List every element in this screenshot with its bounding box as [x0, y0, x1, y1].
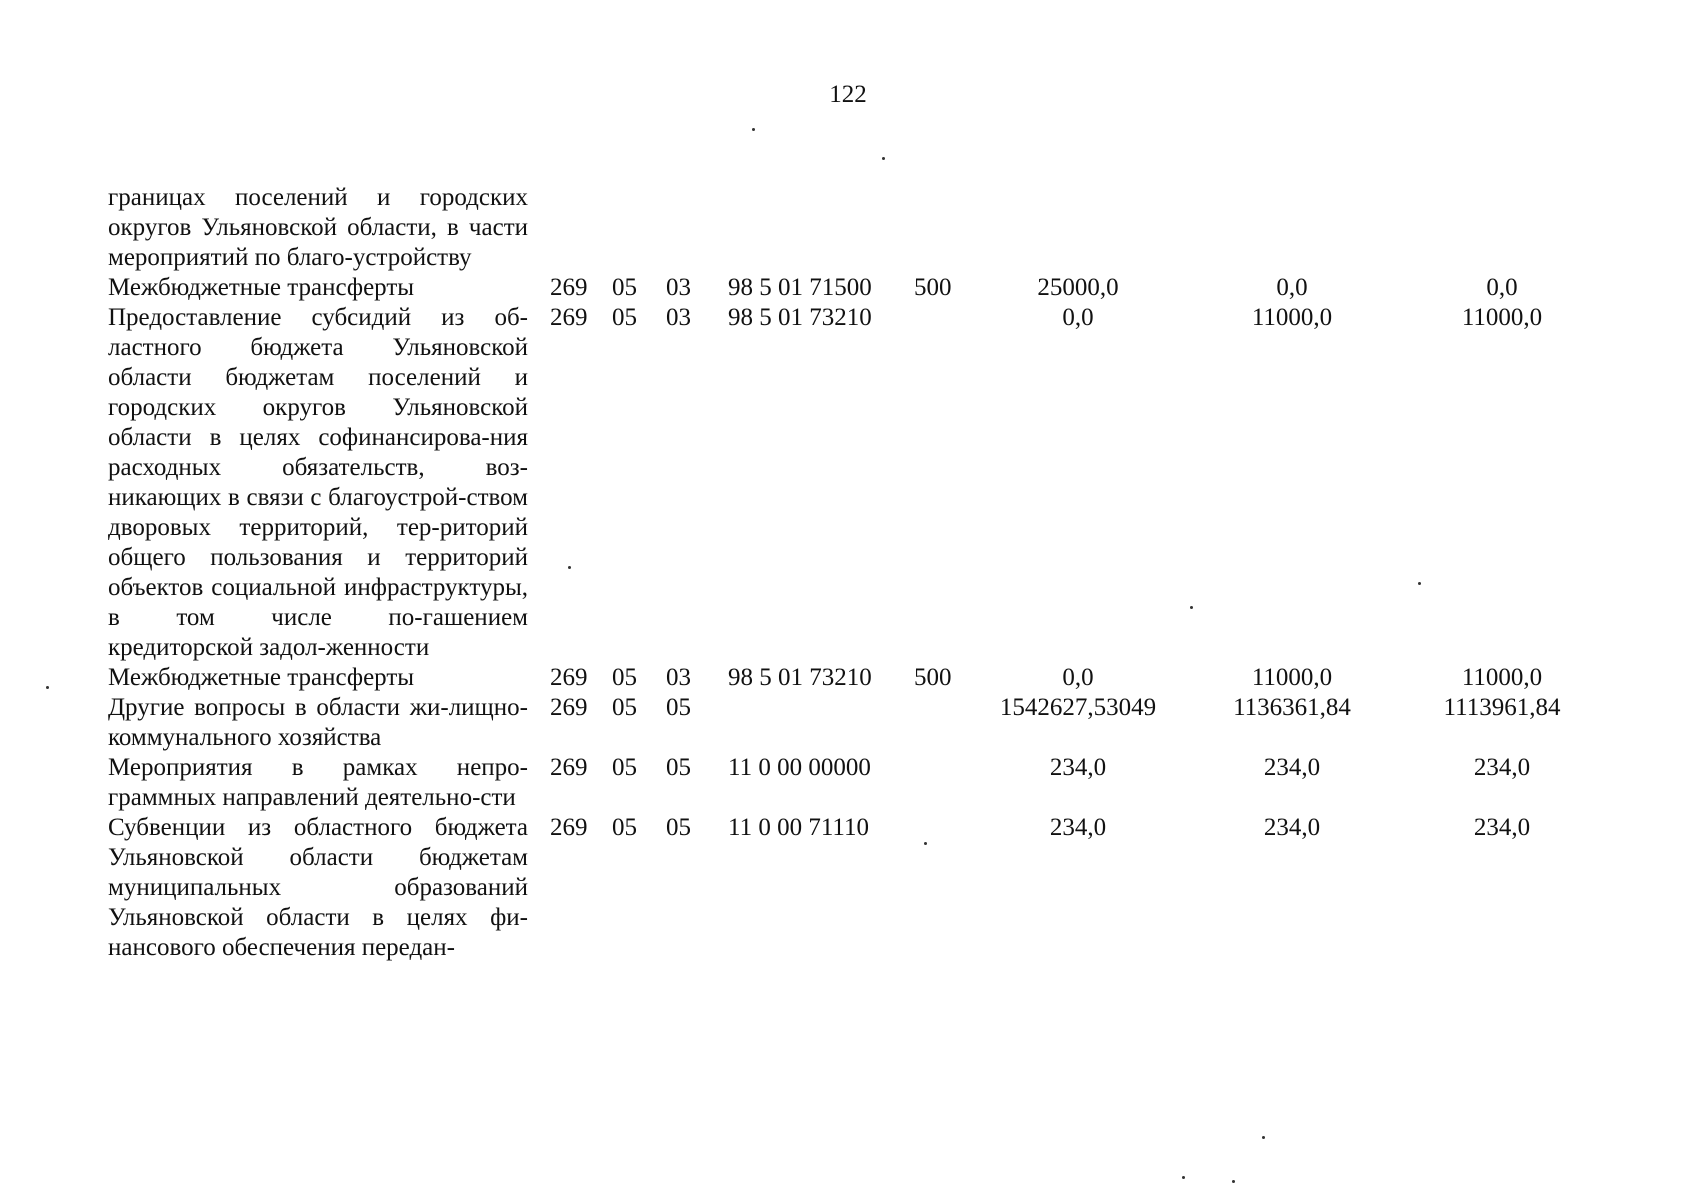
vedomstvo-code: 269	[550, 754, 588, 781]
vr-code: 500	[914, 664, 952, 691]
table-row	[108, 693, 1561, 753]
budget-table	[108, 183, 1561, 963]
amount-year-2: 11000,0	[1251, 664, 1333, 691]
amount-year-1: 234,0	[1049, 814, 1107, 841]
razdel-code: 05	[612, 694, 637, 721]
row-description: границах поселений и городских округов Ульяновской области, в части мероприятий по благо-устройству	[108, 184, 528, 271]
vedomstvo-code: 269	[550, 664, 588, 691]
amount-year-1: 0,0	[1062, 304, 1094, 331]
row-description: Межбюджетные трансферты	[108, 664, 415, 691]
page-number: 122	[829, 81, 867, 108]
razdel-code: 05	[612, 274, 637, 301]
scan-speck	[1262, 1136, 1265, 1139]
amount-year-3: 11000,0	[1461, 304, 1543, 331]
amount-year-1: 234,0	[1049, 754, 1107, 781]
podrazdel-code: 05	[666, 754, 691, 781]
csr-code: 11 0 00 00000	[728, 754, 871, 781]
vedomstvo-code: 269	[550, 304, 588, 331]
amount-year-2: 234,0	[1263, 754, 1321, 781]
table-row	[108, 663, 1543, 693]
podrazdel-code: 03	[666, 664, 691, 691]
table-row	[108, 273, 1518, 303]
csr-code: 11 0 00 71110	[728, 814, 869, 841]
amount-year-3: 234,0	[1473, 814, 1531, 841]
scan-speck	[1190, 606, 1193, 609]
razdel-code: 05	[612, 664, 637, 691]
row-description: Межбюджетные трансферты	[108, 274, 415, 301]
podrazdel-code: 03	[666, 304, 691, 331]
row-description: Субвенции из областного бюджета Ульяновской области бюджетам муниципальных образований Ульяновской области в целях фи-нансового обеспечения передан-	[108, 814, 528, 961]
scan-speck	[752, 128, 755, 131]
scan-speck	[1232, 1180, 1235, 1183]
vr-code: 500	[914, 274, 952, 301]
amount-year-2: 234,0	[1263, 814, 1321, 841]
row-description: Другие вопросы в области жи-лищно-коммунального хозяйства	[108, 694, 528, 751]
amount-year-1: 25000,0	[1037, 274, 1119, 301]
razdel-code: 05	[612, 304, 637, 331]
scan-speck	[882, 157, 885, 160]
table-row	[108, 303, 1543, 663]
amount-year-2: 1136361,84	[1233, 694, 1351, 721]
scan-speck	[1418, 582, 1421, 585]
scan-speck	[568, 566, 571, 569]
csr-code: 98 5 01 73210	[728, 664, 872, 691]
table-row	[108, 753, 1531, 813]
scan-speck	[1182, 1176, 1185, 1179]
amount-year-3: 0,0	[1486, 274, 1518, 301]
table-row	[108, 813, 1531, 963]
row-description: Предоставление субсидий из об-ластного бюджета Ульяновской области бюджетам поселений и городских округов Ульяновской области в целях софинансирова-ния расходных обязательств, воз-никающих в связи с благоустрой-ством дворовых территорий, тер-риторий общего пользования и территорий объектов социальной инфраструктуры, в том числе по-гашением кредиторской задол-женности	[108, 304, 528, 661]
amount-year-3: 11000,0	[1461, 664, 1543, 691]
vedomstvo-code: 269	[550, 814, 588, 841]
podrazdel-code: 05	[666, 694, 691, 721]
amount-year-2: 0,0	[1276, 274, 1308, 301]
scan-speck	[46, 686, 49, 689]
amount-year-1: 1542627,53049	[999, 694, 1157, 721]
csr-code: 98 5 01 71500	[728, 274, 872, 301]
podrazdel-code: 03	[666, 274, 691, 301]
amount-year-2: 11000,0	[1251, 304, 1333, 331]
table-row	[108, 183, 528, 273]
amount-year-3: 234,0	[1473, 754, 1531, 781]
vedomstvo-code: 269	[550, 694, 588, 721]
razdel-code: 05	[612, 754, 637, 781]
razdel-code: 05	[612, 814, 637, 841]
amount-year-3: 1113961,84	[1443, 694, 1561, 721]
row-description: Мероприятия в рамках непро-граммных направлений деятельно-сти	[108, 754, 528, 811]
vedomstvo-code: 269	[550, 274, 588, 301]
csr-code: 98 5 01 73210	[728, 304, 872, 331]
amount-year-1: 0,0	[1062, 664, 1094, 691]
scan-speck	[924, 842, 927, 845]
podrazdel-code: 05	[666, 814, 691, 841]
